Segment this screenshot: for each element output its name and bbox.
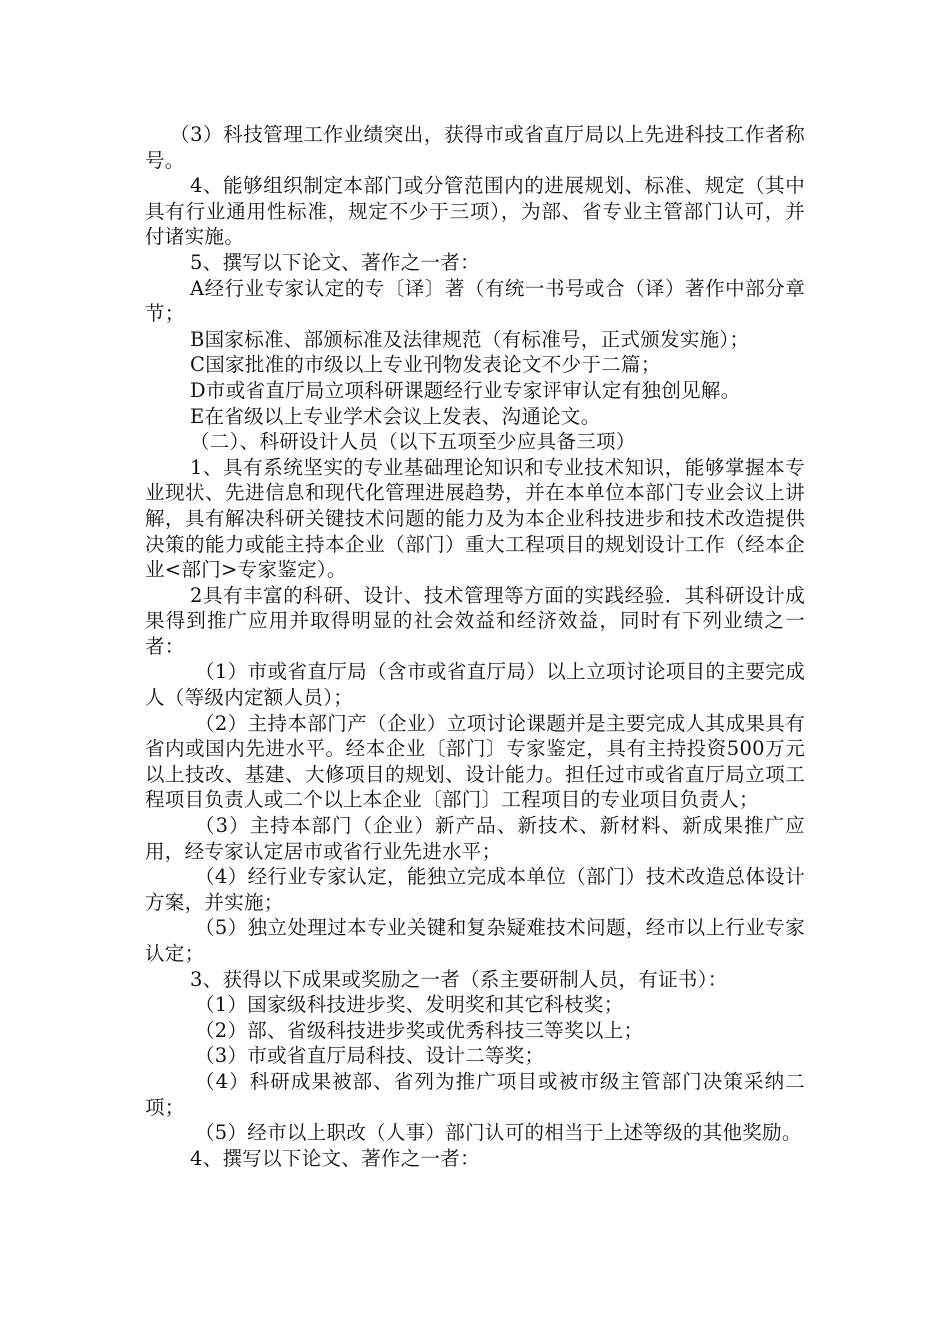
paragraph-16: （5）独立处理过本专业关键和复杂疑难技术问题，经市以上行业专家认定； [145,916,805,965]
paragraph-1: （3）科技管理工作业绩突出，获得市或省直厅局以上先进科技工作者称号。 [145,123,805,172]
document-body [145,122,805,1171]
paragraph-5: B国家标准、部颁标准及法律规范（有标准号，正式颁发实施）； [190,327,750,351]
paragraph-11: 2具有丰富的科研、设计、技术管理等方面的实践经验．其科研设计成果得到推广应用并取得明显的社会效益和经济效益，同时有下列业绩之一者： [145,583,805,658]
paragraph-6: C国家批准的市级以上专业刊物发表论文不少于二篇； [190,353,661,377]
paragraph-18: （1）国家级科技进步奖、发明奖和其它科枝奖； [195,993,624,1017]
paragraph-15: （4）经行业专家认定，能独立完成本单位（部门）技术改造总体设计方案，并实施； [145,865,805,914]
paragraph-23: 4、撰写以下论文、著作之一者： [190,1146,480,1170]
paragraph-14: （3）主持本部门（企业）新产品、新技术、新材料、新成果推广应用，经专家认定居市或省行业先进水平； [145,814,805,863]
paragraph-7: D市或省直厅局立项科研课题经行业专家评审认定有独创见解。 [190,378,741,402]
paragraph-2: 4、能够组织制定本部门或分管范围内的进展规划、标准、规定（其中具有行业通用性标准，规定不少于三项），为部、省专业主管部门认可，并付诸实施。 [145,174,805,249]
paragraph-17: 3、获得以下成果或奖励之一者（系主要研制人员，有证书）： [190,967,728,991]
paragraph-10: 1、具有系统坚实的专业基础理论知识和专业技术知识，能够掌握本专业现状、先进信息和现代化管理进展趋势，并在本单位本部门专业会议上讲解，具有解决科研关键技术问题的能力及为本企业科技进步和技术改造提供决策的能力或能主持本企业（部门）重大工程项目的规划设计工作（经本企业<部门>专家鉴定）。 [145,455,805,582]
paragraph-20: （3）市或省直厅局科技、设计二等奖； [195,1044,545,1068]
paragraph-8: E在省级以上专业学术会议上发表、沟通论文。 [190,404,601,428]
paragraph-19: （2）部、省级科技进步奖或优秀科技三等奖以上； [195,1018,644,1042]
paragraph-4: A经行业专家认定的专〔译〕著（有统一书号或合（译）著作中部分章节； [145,276,805,326]
paragraph-3: 5、撰写以下论文、著作之一者： [190,250,480,274]
paragraph-21: （4）科研成果被部、省列为推广项目或被市级主管部门决策采纳二项； [145,1069,805,1119]
section-heading: （二）、科研设计人员（以下五项至少应具备三项） [190,430,636,454]
paragraph-22: （5）经市以上职改（人事）部门认可的相当于上述等级的其他奖励。 [195,1121,802,1145]
paragraph-12: （1）市或省直厅局（含市或省直厅局）以上立项讨论项目的主要完成人（等级内定额人员）； [145,660,805,710]
paragraph-13: （2）主持本部门产（企业）立项讨论课题并是主要完成人其成果具有省内或国内先进水平。经本企业〔部门〕专家鉴定，具有主持投资500万元以上技改、基建、大修项目的规划、设计能力。担任过市或省直厅局立项工程项目负责人或二个以上本企业〔部门〕工程项目的专业项目负责人； [145,711,805,812]
